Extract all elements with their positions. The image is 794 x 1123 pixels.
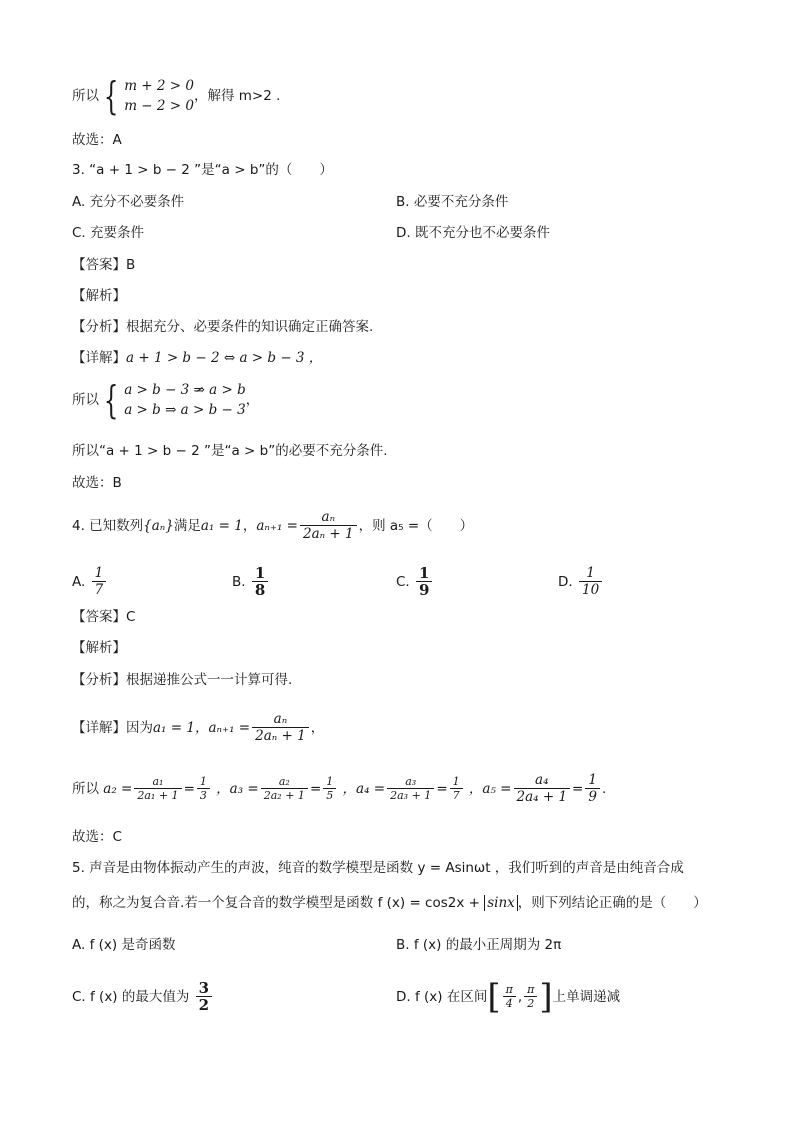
- a4-value: [450, 776, 463, 802]
- num: 3: [198, 979, 210, 997]
- q4-detail-line: [72, 711, 324, 745]
- q4-answer-tag: 【答案】C: [72, 609, 136, 625]
- q3-detail-line: [72, 348, 322, 368]
- q3-sys-row1-right: a > b: [204, 382, 246, 398]
- den: 10: [579, 581, 602, 598]
- q3-sys-row1: [124, 380, 246, 400]
- q4-rec-left: aₙ₊₁ =: [256, 518, 298, 534]
- num: a₃: [405, 775, 417, 788]
- q4-analysis: 【分析】根据递推公式一一计算可得.: [72, 672, 293, 688]
- den: 2a₃ + 1: [387, 788, 434, 802]
- prev-answer-line: 故选：A: [72, 132, 122, 148]
- den: 4: [503, 996, 516, 1010]
- q3-stem: 3. “a + 1 > b − 2 ”是“a > b”的（ ）: [72, 162, 333, 178]
- q3-system-line: [72, 380, 259, 420]
- q5-option-c-fraction: [196, 981, 212, 1013]
- q4-calculation-line: 所以 a₂ = $\frac{\text{a₁}}{\text{2a₁ + 1}}$ = $\frac{1}{3}$ ，a₃ = $\frac{\text{a₂}}{\text{2a₂ + 1}}$ = $\frac{1}{5}$ ，a₄ = $\frac{\text{a₃}}{\text{2a₃ + 1}}$ = $\frac{1}{7}$ ，a₅ = $\frac{\text{a₄}}{\text{2a₄ + 1}}$ = $\frac{1}{9}$ .: [72, 772, 607, 805]
- q5-option-b: B. f (x) 的最小正周期为 2π: [396, 937, 562, 953]
- q3-sys-row1-left: a > b − 3: [124, 382, 194, 398]
- q5-option-d: D. f (x) 在区间[ $\frac{\pi}{4}$ , $\frac{\pi}{2}$ ]上单调递减: [396, 977, 621, 1017]
- q4-stem-tail: ，则 a₅ =（ ）: [358, 518, 474, 534]
- a3-value: [323, 776, 336, 802]
- prev-sys-row1: m + 2 > 0: [124, 78, 194, 94]
- a2-fraction: [134, 776, 181, 802]
- q4-sequence: {aₙ}: [143, 518, 174, 534]
- prev-system-line: [72, 76, 280, 116]
- num: 1: [588, 772, 597, 788]
- prev-sys-row2: m − 2 > 0: [124, 98, 194, 114]
- q4-option-b-label: B.: [232, 574, 246, 590]
- num: 1: [326, 775, 334, 788]
- left-bracket-symbol: [: [487, 977, 501, 1017]
- a5-fraction: [514, 773, 571, 805]
- q4-calc-intro: 所以: [72, 781, 99, 797]
- prev-result: ，解得 m>2 .: [193, 88, 281, 104]
- q5-abs-sinx: sinx: [484, 895, 518, 911]
- q3-option-a: A. 充分不必要条件: [72, 194, 185, 210]
- den: 2a₂ + 1: [261, 788, 308, 802]
- q4-option-a-fraction: [92, 566, 107, 598]
- prev-system: [99, 76, 194, 116]
- q4-option-d: [558, 565, 604, 599]
- q4-option-a: [72, 565, 108, 599]
- q3-detail-math: a + 1 > b − 2 ⇔ a > b − 3 ，: [126, 350, 323, 366]
- den: 2: [524, 996, 537, 1010]
- num: π: [505, 983, 513, 996]
- q3-answer-tag: 【答案】B: [72, 257, 136, 273]
- q4-option-d-label: D.: [558, 574, 573, 590]
- q4-detail-tail: ，: [310, 720, 325, 736]
- q4-option-a-label: A.: [72, 574, 86, 590]
- not-implies-arrow-icon: ⇒: [193, 382, 205, 398]
- den: 8: [252, 581, 268, 598]
- q4-stem-prefix: 4. 已知数列: [72, 518, 144, 534]
- q3-analysis: 【分析】根据充分、必要条件的知识确定正确答案.: [72, 319, 374, 335]
- den: 9: [416, 581, 432, 598]
- brace-symbol: {: [103, 74, 119, 118]
- num: 1: [94, 565, 104, 581]
- den: 3: [197, 788, 210, 802]
- q3-answer-line: 故选：B: [72, 475, 122, 491]
- a4-fraction: [387, 776, 434, 802]
- q4-sep: ，: [242, 518, 257, 534]
- brace-symbol: {: [103, 378, 119, 422]
- q5-stem-line2-a: 的，称之为复合音.若一个复合音的数学模型是函数 f (x) = cos2x +: [72, 895, 485, 911]
- q4-rec-num: aₙ: [321, 509, 336, 525]
- num: 1: [452, 775, 460, 788]
- q3-analysis-tag: 【解析】: [72, 288, 126, 304]
- q4-a1: a₁ = 1: [200, 518, 243, 534]
- q4-rec-den: 2aₙ + 1: [300, 525, 357, 542]
- a5-left: ，a₅ =: [468, 781, 512, 797]
- q4-answer-line: 故选：C: [72, 829, 122, 845]
- den: 7: [92, 581, 107, 598]
- q4-option-b-fraction: [252, 566, 268, 598]
- prev-intro: 所以: [72, 88, 99, 104]
- num: a₂: [278, 775, 290, 788]
- q3-system: [99, 380, 246, 420]
- q5-stem-line1: 5. 声音是由物体振动产生的声波，纯音的数学模型是函数 y = Asinωt ，我们听到的声音是由纯音合成: [72, 860, 684, 876]
- q3-option-d: D. 既不充分也不必要条件: [396, 225, 550, 241]
- num: a₄: [535, 772, 549, 788]
- q3-conclusion: 所以“a + 1 > b − 2 ”是“a > b”的必要不充分条件.: [72, 443, 388, 459]
- q3-option-b: B. 必要不充分条件: [396, 194, 509, 210]
- q5-option-a: A. f (x) 是奇函数: [72, 937, 176, 953]
- den: 5: [323, 788, 336, 802]
- q4-option-c: [396, 565, 434, 599]
- q5-stem-line2: [72, 893, 707, 913]
- q5-option-d-tail: 上单调递减: [552, 989, 621, 1005]
- num: a₁: [152, 775, 164, 788]
- q3-detail-label: 【详解】: [72, 350, 126, 366]
- right-bracket-symbol: ]: [539, 977, 553, 1017]
- num: 1: [199, 775, 207, 788]
- num: 1: [419, 564, 430, 582]
- q5-interval-right: [524, 984, 537, 1010]
- q4-detail-rec-left: ，aₙ₊₁ =: [194, 720, 251, 736]
- q3-sys-tail: ，: [245, 392, 260, 408]
- a5-tail: .: [601, 781, 607, 797]
- q5-option-c: [72, 980, 214, 1014]
- q4-analysis-tag: 【解析】: [72, 640, 126, 656]
- q5-option-c-text: C. f (x) 的最大值为: [72, 989, 190, 1005]
- q5-stem-line2-b: ，则下列结论正确的是（ ）: [517, 895, 707, 911]
- num: aₙ: [273, 711, 288, 727]
- q3-sys-intro: 所以: [72, 392, 99, 408]
- q4-stem-mid: 满足: [173, 518, 201, 534]
- q4-option-d-fraction: [579, 566, 602, 598]
- num: π: [527, 983, 535, 996]
- q4-option-c-fraction: [416, 566, 432, 598]
- den: 2aₙ + 1: [252, 727, 309, 744]
- den: 9: [585, 788, 600, 805]
- q3-sys-row2: a > b ⇒ a > b − 3: [124, 402, 246, 418]
- a3-left: ，a₃ =: [216, 781, 259, 797]
- q4-option-c-label: C.: [396, 574, 410, 590]
- q4-recurrence-fraction: [300, 510, 357, 542]
- a2-left: a₂ =: [103, 781, 133, 797]
- den: 2a₁ + 1: [134, 788, 181, 802]
- a2-value: [197, 776, 210, 802]
- num: 1: [254, 564, 266, 582]
- den: 7: [450, 788, 463, 802]
- q5-option-d-text: D. f (x) 在区间: [396, 989, 488, 1005]
- den: 2: [196, 996, 212, 1013]
- q3-option-c: C. 充要条件: [72, 225, 145, 241]
- q4-detail-a1: a₁ = 1: [153, 720, 195, 736]
- q5-interval-left: [503, 984, 516, 1010]
- q4-stem: [72, 509, 473, 543]
- q4-option-b: [232, 565, 270, 599]
- a5-value: [585, 773, 600, 805]
- den: 2a₄ + 1: [514, 788, 571, 805]
- q4-detail-fraction: [252, 712, 309, 744]
- a3-fraction: [261, 776, 308, 802]
- q4-detail-label: 【详解】因为: [72, 720, 153, 736]
- num: 1: [586, 565, 595, 581]
- a4-left: ，a₄ =: [342, 781, 386, 797]
